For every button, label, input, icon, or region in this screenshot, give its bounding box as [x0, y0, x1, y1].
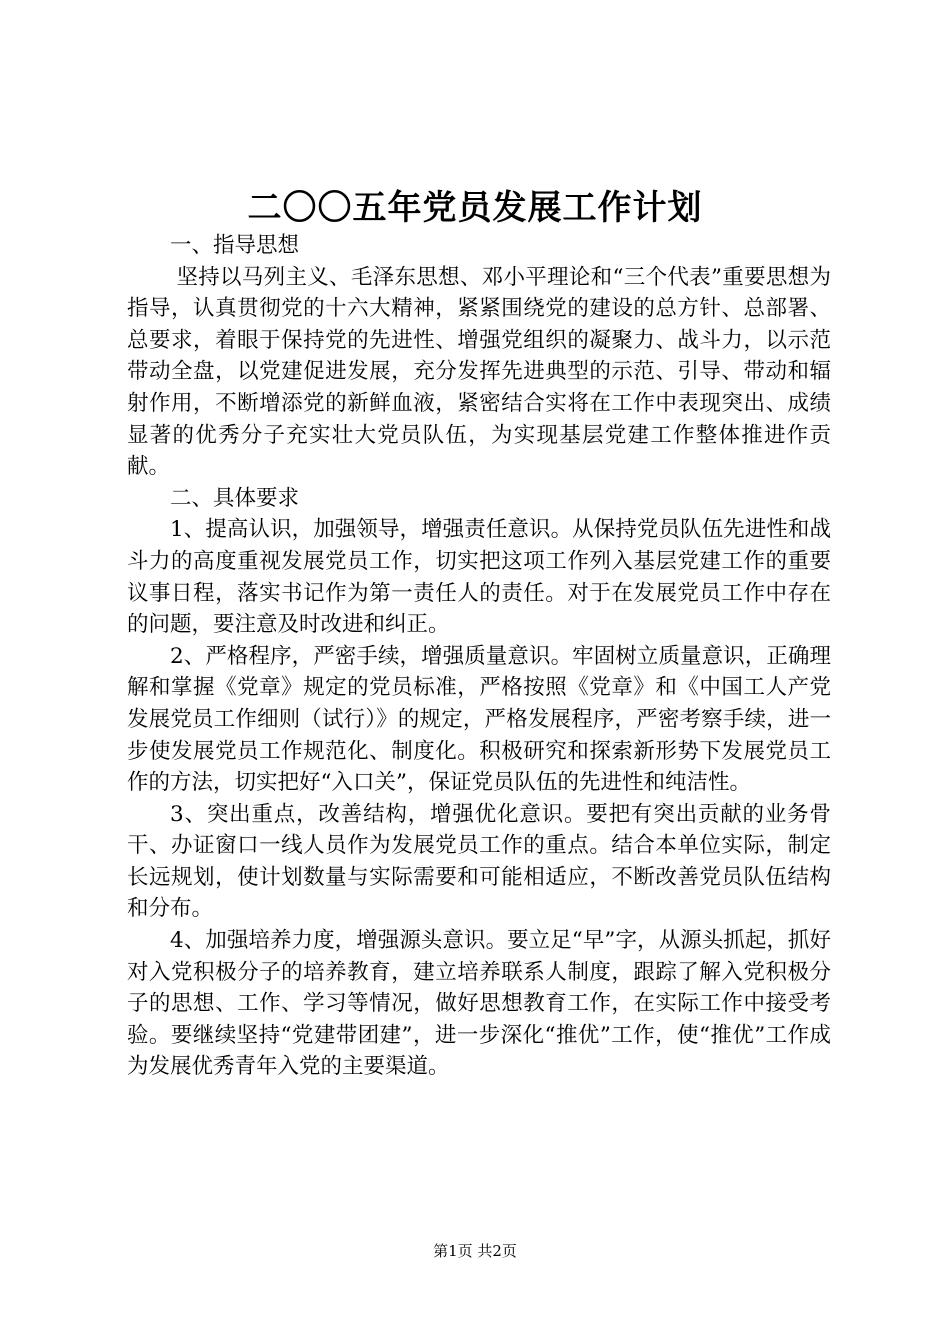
- section-heading-specific-requirements: 二、具体要求: [170, 485, 300, 511]
- section-heading-guiding-thought: 一、指导思想: [170, 233, 300, 258]
- paragraph-guiding-thought: 坚持以马列主义、毛泽东思想、邓小平理论和“三个代表”重要思想为指导，认真贯彻党的十六大精神，紧紧围绕党的建设的总方针、总部署、总要求，着眼于保持党的先进性、增强党组织的凝聚力、战斗力，以示范带动全盘，以党建促进发展，充分发挥先进典型的示范、引导、带动和辐射作用，不断增添党的新鲜血液，紧密结合实将在工作中表现突出、成绩显著的优秀分子充实壮大党员队伍，为实现基层党建工作整体推进作贡献。: [127, 264, 831, 480]
- paragraph-requirement-3: 3、突出重点，改善结构，增强优化意识。要把有突出贡献的业务骨干、办证窗口一线人员作为发展党员工作的重点。结合本单位实际，制定长远规划，使计划数量与实际需要和可能相适应，不断改善党员队伍结构和分布。: [127, 801, 831, 922]
- document-body: [127, 230, 831, 1083]
- paragraph-requirement-1: 1、提高认识，加强领导，增强责任意识。从保持党员队伍先进性和战斗力的高度重视发展党员工作，切实把这项工作列入基层党建工作的重要议事日程，落实书记作为第一责任人的责任。对于在发展党员工作中存在的问题，要注意及时改进和纠正。: [127, 517, 831, 638]
- paragraph-requirement-4: 4、加强培养力度，增强源头意识。要立足“早”字，从源头抓起，抓好对入党积极分子的培养教育，建立培养联系人制度，跟踪了解入党积极分子的思想、工作、学习等情况，做好思想教育工作，在实际工作中接受考验。要继续坚持“党建带团建”，进一步深化“推优”工作，使“推优”工作成为发展优秀青年入党的主要渠道。: [127, 928, 831, 1080]
- paragraph-requirement-2: 2、严格程序，严密手续，增强质量意识。牢固树立质量意识，正确理解和掌握《党章》规定的党员标准，严格按照《党章》和《中国工人产党发展党员工作细则（试行）》的规定，严格发展程序，严密考察手续，进一步使发展党员工作规范化、制度化。积极研究和探索新形势下发展党员工作的方法，切实把好“入口关”，保证党员队伍的先进性和纯洁性。: [127, 643, 831, 796]
- page-footer: 第1页 共2页: [433, 1242, 517, 1260]
- document-title: 二〇〇五年党员发展工作计划: [247, 188, 703, 228]
